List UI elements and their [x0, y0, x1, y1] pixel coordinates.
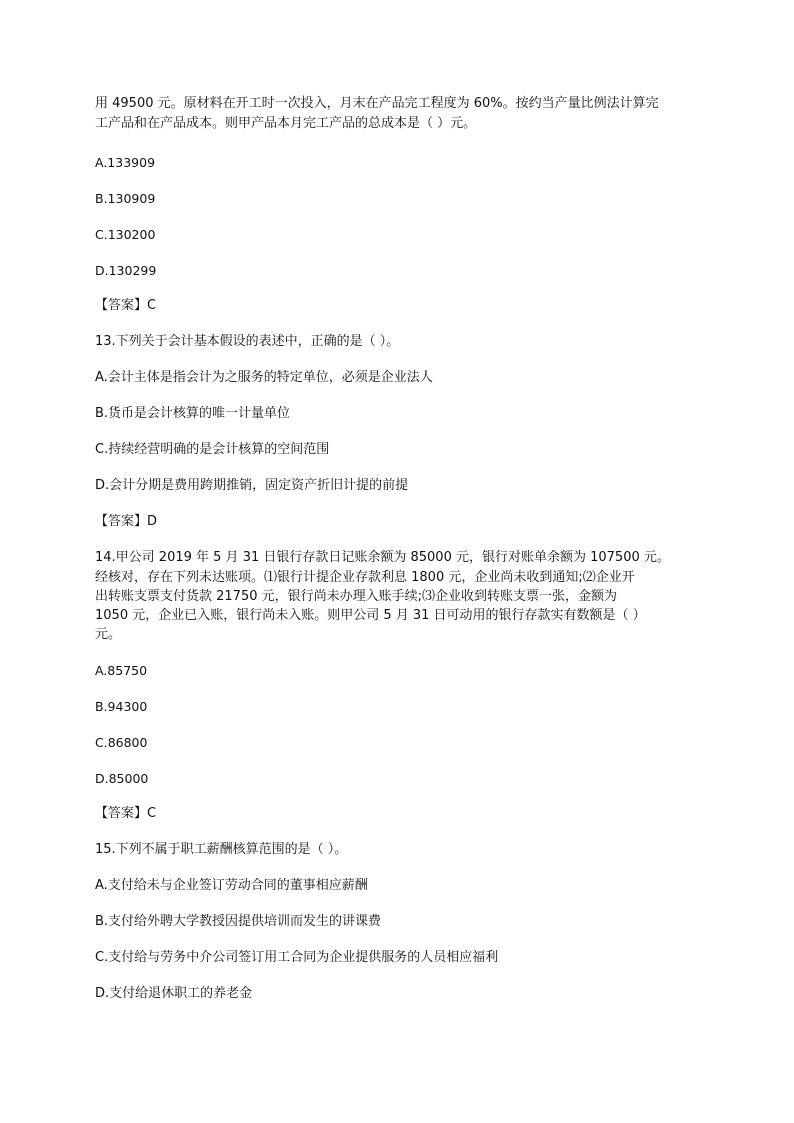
q13-stem-line-1: 13.下列关于会计基本假设的表述中，正确的是（ ）。: [95, 334, 400, 349]
q14-option-c: C.86800: [95, 735, 148, 750]
q13-option-c: C.持续经营明确的是会计核算的空间范围: [95, 442, 330, 457]
q13-answer: 【答案】D: [95, 514, 158, 529]
q14-answer: 【答案】C: [95, 806, 157, 821]
q13-option-d: D.会计分期是费用跨期推销，固定资产折旧计提的前提: [95, 478, 409, 493]
q12-stem-line-1: 用 49500 元。原材料在开工时一次投入，月末在产品完工程度为 60%。按约当产量比例法计算完: [95, 96, 659, 111]
q12-option-d: D.130299: [95, 263, 157, 278]
q12-stem-line-2: 工产品和在产品成本。则甲产品本月完工产品的总成本是（ ）元。: [95, 116, 477, 131]
q13-option-b: B.货币是会计核算的唯一计量单位: [95, 406, 291, 421]
q14-stem-line-5: 元。: [95, 627, 122, 642]
q15-option-a: A.支付给未与企业签订劳动合同的董事相应薪酬: [95, 878, 368, 893]
q14-stem-line-1: 14.甲公司 2019 年 5 月 31 日银行存款日记账余额为 85000 元，银行对账单余额为 107500 元。: [95, 550, 670, 565]
q15-option-c: C.支付给与劳务中介公司签订用工合同为企业提供服务的人员相应福利: [95, 950, 499, 965]
q14-option-d: D.85000: [95, 771, 149, 786]
q12-option-b: B.130909: [95, 191, 156, 206]
q14-option-a: A.85750: [95, 663, 148, 678]
q15-stem-line-1: 15.下列不属于职工薪酬核算范围的是（ ）。: [95, 842, 348, 857]
q13-option-a: A.会计主体是指会计为之服务的特定单位，必须是企业法人: [95, 370, 433, 385]
q14-option-b: B.94300: [95, 699, 148, 714]
q12-option-a: A.133909: [95, 155, 156, 170]
q12-option-c: C.130200: [95, 227, 156, 242]
q12-answer: 【答案】C: [95, 298, 157, 313]
q14-stem-line-4: 1050 元，企业已入账，银行尚未入账。则甲公司 5 月 31 日可动用的银行存款实有数额是（ ）: [95, 608, 646, 623]
q15-option-b: B.支付给外聘大学教授因提供培训而发生的讲课费: [95, 914, 382, 929]
q14-stem-line-3: 出转账支票支付货款 21750 元，银行尚未办理入账手续;⑶企业收到转账支票一张，金额为: [95, 589, 618, 604]
q15-option-d: D.支付给退休职工的养老金: [95, 986, 253, 1001]
q14-stem-line-2: 经核对，存在下列未达账项。⑴银行计提企业存款利息 1800 元，企业尚未收到通知;⑵企业开: [95, 570, 635, 585]
